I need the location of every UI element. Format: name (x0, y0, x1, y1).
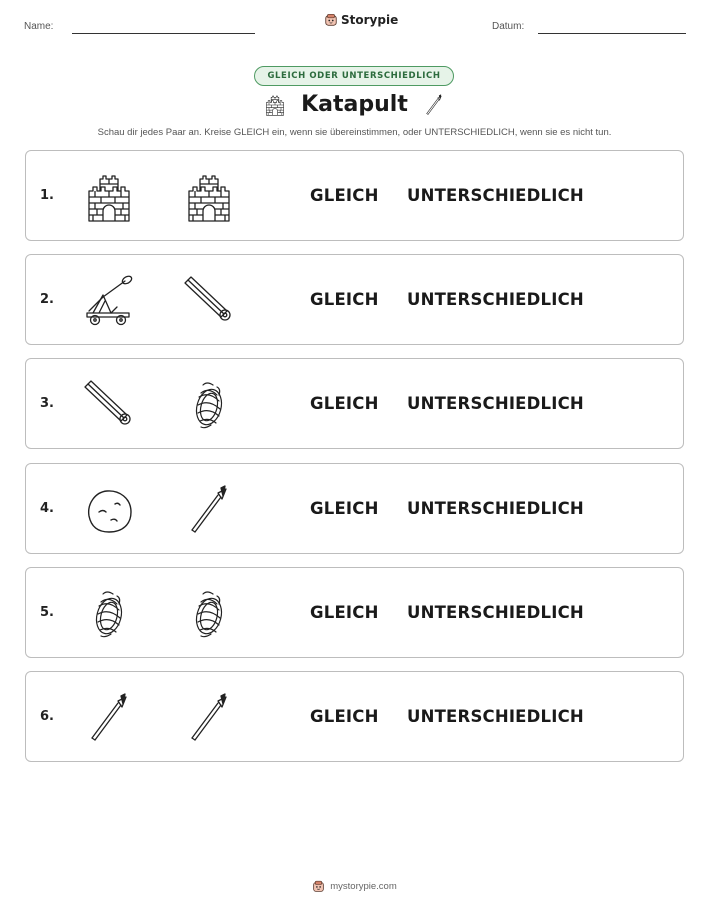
exercise-row (25, 671, 684, 762)
rope-coil-icon (181, 377, 237, 433)
exercise-row (25, 150, 684, 241)
mascot-icon (312, 880, 325, 893)
option-different[interactable]: UNTERSCHIEDLICH (407, 394, 584, 413)
exercise-number: 4. (40, 501, 54, 516)
spear-icon (81, 690, 137, 746)
castle-icon (263, 93, 287, 117)
option-same[interactable]: GLEICH (310, 499, 379, 518)
mascot-icon (324, 13, 338, 27)
brand-name: Storypie (341, 13, 399, 27)
name-label: Name: (24, 21, 54, 32)
brand-logo (324, 13, 398, 27)
option-same[interactable]: GLEICH (310, 394, 379, 413)
option-different[interactable]: UNTERSCHIEDLICH (407, 290, 584, 309)
option-same[interactable]: GLEICH (310, 290, 379, 309)
exercise-number: 1. (40, 188, 54, 203)
exercise-number: 6. (40, 709, 54, 724)
rope-coil-icon (81, 586, 137, 642)
footer-url: mystorypie.com (330, 881, 397, 892)
exercise-row (25, 567, 684, 658)
option-same[interactable]: GLEICH (310, 186, 379, 205)
footer (0, 880, 709, 893)
page-title: Katapult (301, 92, 408, 117)
exercise-row (25, 463, 684, 554)
exercise-number: 5. (40, 605, 54, 620)
option-different[interactable]: UNTERSCHIEDLICH (407, 603, 584, 622)
worksheet-type-badge: GLEICH ODER UNTERSCHIEDLICH (254, 66, 454, 86)
castle-icon (81, 169, 137, 225)
exercise-number: 3. (40, 396, 54, 411)
spear-icon (181, 690, 237, 746)
castle-icon (181, 169, 237, 225)
option-different[interactable]: UNTERSCHIEDLICH (407, 499, 584, 518)
exercise-row (25, 358, 684, 449)
date-label: Datum: (492, 21, 525, 32)
exercise-number: 2. (40, 292, 54, 307)
option-different[interactable]: UNTERSCHIEDLICH (407, 186, 584, 205)
name-field-line[interactable] (72, 33, 255, 34)
catapult-icon (81, 273, 137, 329)
title-row (0, 92, 709, 117)
instructions: Schau dir jedes Paar an. Kreise GLEICH ein, wenn sie übereinstimmen, oder UNTERSCHIEDLICH, wenn sie es nicht tun. (97, 127, 612, 138)
stone-icon (81, 482, 137, 538)
spear-icon (181, 482, 237, 538)
date-field-line[interactable] (538, 33, 686, 34)
option-same[interactable]: GLEICH (310, 603, 379, 622)
rope-coil-icon (181, 586, 237, 642)
wooden-beam-icon (81, 377, 137, 433)
exercise-row (25, 254, 684, 345)
option-same[interactable]: GLEICH (310, 707, 379, 726)
wooden-beam-icon (181, 273, 237, 329)
spear-icon (422, 93, 446, 117)
option-different[interactable]: UNTERSCHIEDLICH (407, 707, 584, 726)
